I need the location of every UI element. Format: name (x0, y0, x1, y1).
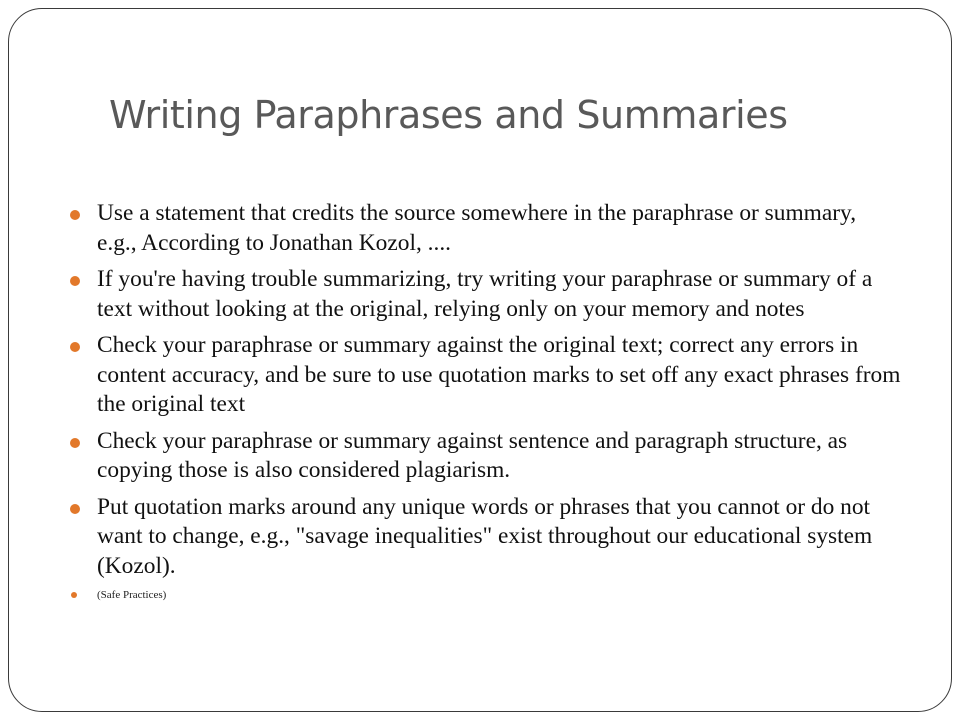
bullet-dot-icon (70, 342, 80, 352)
bullet-item (61, 331, 901, 420)
bullet-text: Check your paraphrase or summary against sentence and paragraph structure, as copying those is also considered plagiarism. (97, 427, 848, 483)
slide-frame (8, 8, 952, 712)
bullet-text: If you're having trouble summarizing, try writing your paraphrase or summary of a text without looking at the original, relying only on your memory and notes (97, 266, 873, 322)
bullet-item (61, 265, 901, 324)
slide-title: Writing Paraphrases and Summaries (109, 93, 788, 137)
bullet-dot-icon (70, 504, 80, 514)
bullet-list (61, 199, 901, 609)
bullet-item (61, 493, 901, 582)
bullet-dot-icon (70, 438, 80, 448)
bullet-text: Put quotation marks around any unique words or phrases that you cannot or do not want to change, e.g., "savage inequalities" exist throughout our educational system (Kozol). (97, 493, 873, 579)
bullet-text: Use a statement that credits the source somewhere in the paraphrase or summary, e.g., According to Jonathan Kozol, .... (97, 200, 857, 256)
bullet-text: Check your paraphrase or summary against the original text; correct any errors in content accuracy, and be sure to use quotation marks to set off any exact phrases from the original text (97, 332, 901, 417)
bullet-dot-icon (71, 592, 77, 598)
bullet-item (61, 199, 901, 258)
bullet-dot-icon (70, 276, 80, 286)
bullet-dot-icon (70, 210, 80, 220)
citation-text: (Safe Practices) (97, 589, 167, 601)
citation-item (61, 588, 901, 602)
bullet-item (61, 427, 901, 486)
